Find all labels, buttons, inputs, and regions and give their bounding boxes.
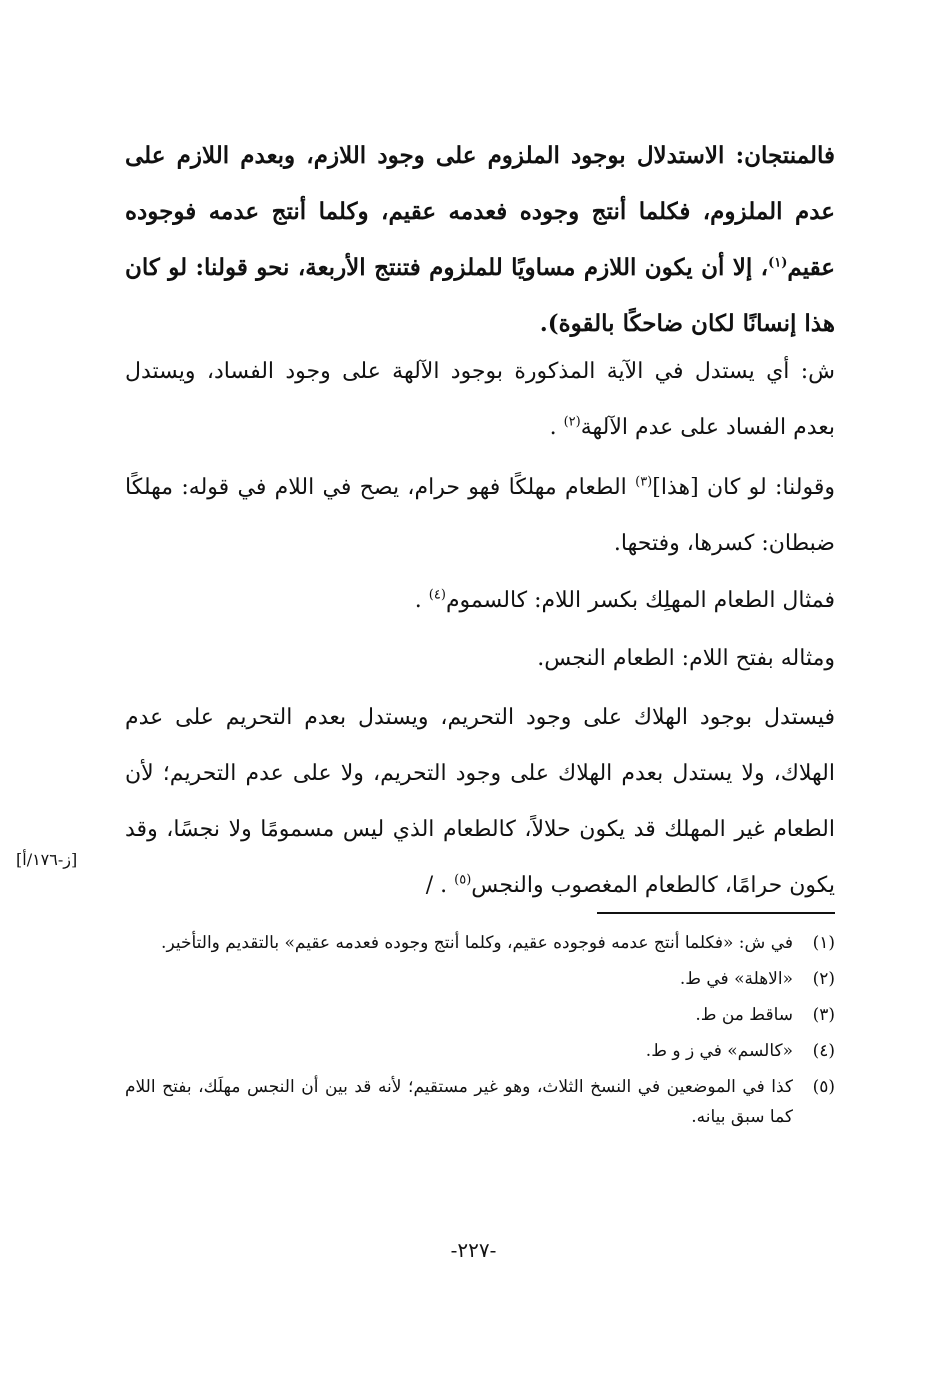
paragraph-inference-text-1: فيستدل بوجود الهلاك على وجود التحريم، ويستدل بعدم التحريم على عدم الهلاك، ولا يستدل بعدم الهلاك على وجود التحريم، ولا على عدم التحريم؛ لأن الطعام غير المهلك قد يكون حلالاً، كالطعام الذي ليس مسمومًا ولا نجسًا، وقد يكون حرامًا، كالطعام المغصوب والنجس (125, 705, 835, 898)
footnote-text: «الاهلة» في ط. (679, 969, 793, 989)
footnote-ref-4: (٤) (428, 587, 446, 603)
footnotes (125, 928, 835, 1138)
footnote-number: (٣) (812, 1005, 835, 1025)
footnote-number: (٢) (812, 969, 835, 989)
paragraph-example-text-1: وقولنا: لو كان [هذا] (652, 475, 835, 500)
footnote-ref-3: (٣) (635, 474, 653, 490)
paragraph-sharh (125, 344, 835, 456)
page-number: -٢٢٧- (450, 1238, 497, 1262)
footnote-ref-1: (١) (768, 255, 788, 271)
footnote-text: «كالسم» في ز و ط. (645, 1041, 793, 1061)
footnote-number: (٥) (812, 1077, 835, 1097)
paragraph-kasr (125, 573, 835, 629)
paragraph-example-text-2: الطعام مهلكًا فهو حرام، يصح في اللام في قوله: مهلكًا ضبطان: كسرها، وفتحها. (125, 475, 835, 556)
footnote-divider (597, 912, 835, 914)
paragraph-inference-text-2: . / (425, 873, 455, 898)
paragraph-inference (125, 690, 835, 914)
footnote-number: (١) (812, 933, 835, 953)
paragraph-kasr-text-1: فمثال الطعام المهلِك بكسر اللام: كالسموم (445, 588, 835, 613)
paragraph-sharh-text-1: ش: أي يستدل في الآية المذكورة بوجود الآلهة على وجود الفساد، ويستدل بعدم الفساد على عدم الآلهة (125, 359, 835, 440)
bold-paragraph (125, 128, 835, 352)
footnote-text: ساقط من ط. (695, 1005, 793, 1025)
footnote (125, 1036, 835, 1066)
footnote-text: في ش: «فكلما أنتج عدمه فوجوده عقيم، وكلما أنتج وجوده فعدمه عقيم» بالتقديم والتأخير. (161, 933, 793, 953)
paragraph-example (125, 460, 835, 572)
footnote-number: (٤) (812, 1041, 835, 1061)
bold-paragraph-text-2: ، إلا أن يكون اللازم مساويًا للملزوم فتنتج الأربعة، نحو قولنا: لو كان هذا إنسانًا لكان ضاحكًا بالقوة). (125, 254, 835, 337)
paragraph-sharh-text-2: . (549, 415, 564, 440)
footnote (125, 1000, 835, 1030)
footnote-ref-2: (٢) (563, 414, 581, 430)
manuscript-folio-marker: [ز-١٧٦/أ] (16, 850, 78, 869)
footnote (125, 1072, 835, 1132)
paragraph-fath (125, 631, 835, 687)
footnote-text: كذا في الموضعين في النسخ الثلاث، وهو غير مستقيم؛ لأنه قد بين أن النجس مهلَك، بفتح اللام كما سبق بيانه. (125, 1077, 793, 1127)
footnote-ref-5: (٥) (454, 872, 472, 888)
bold-paragraph-text-1: فالمنتجان: الاستدلال بوجود الملزوم على وجود اللازم، وبعدم اللازم على عدم الملزوم، فكلما أنتج وجوده فعدمه عقيم، وكلما أنتج عدمه فوجوده عقيم (125, 142, 835, 281)
paragraph-fath-text: ومثاله بفتح اللام: الطعام النجس. (537, 646, 835, 671)
paragraph-kasr-text-2: . (414, 588, 429, 613)
footnote (125, 928, 835, 958)
footnote (125, 964, 835, 994)
